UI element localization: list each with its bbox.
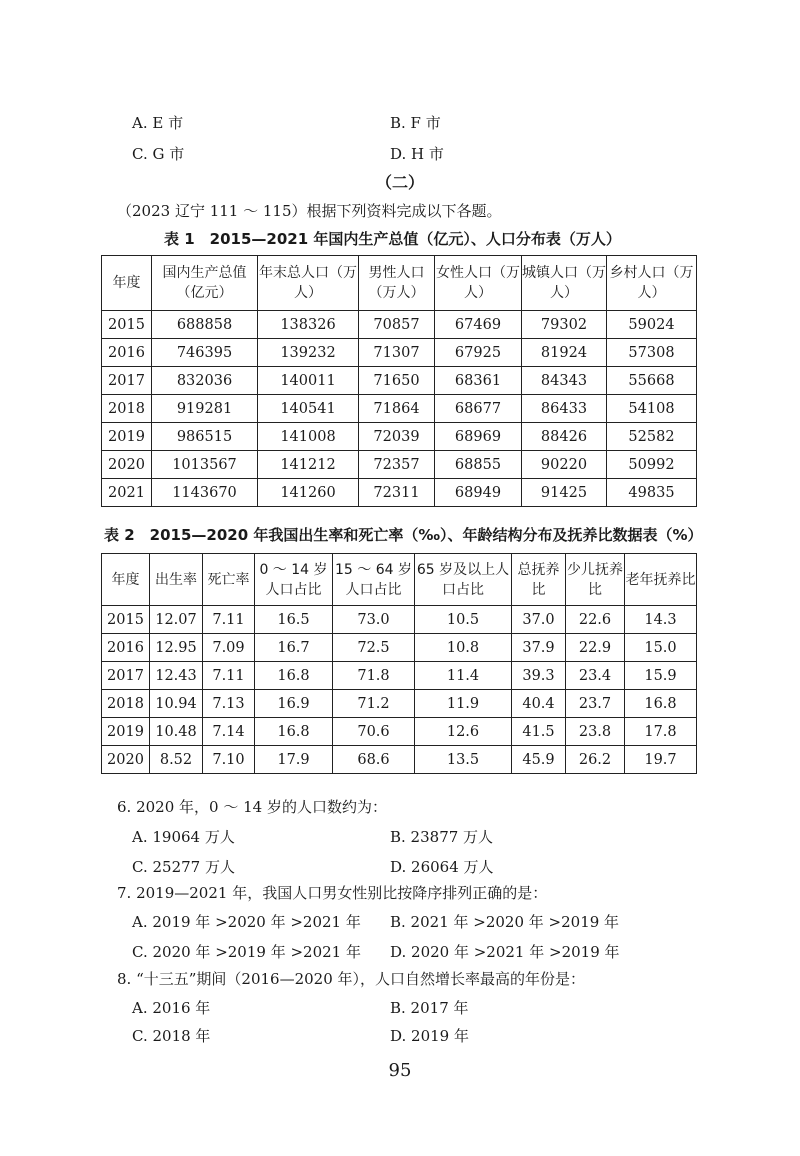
table2-row: [102, 718, 697, 746]
table2-cell: 7.13: [203, 690, 255, 718]
table2-cell: 10.5: [415, 606, 512, 634]
table2-cell: 8.52: [150, 746, 203, 774]
q7-option-b: B. 2021 年 >2020 年 >2019 年: [390, 913, 620, 931]
table2-cell: 73.0: [333, 606, 415, 634]
table1-cell: 1013567: [152, 451, 258, 479]
table1-cell: 52582: [607, 423, 697, 451]
table1-row: [102, 339, 697, 367]
table1-row: [102, 367, 697, 395]
intro-text: （2023 辽宁 111 ～ 115）根据下列资料完成以下各题。: [117, 202, 502, 220]
table1-cell: 2016: [102, 339, 152, 367]
table1-cell: 72357: [359, 451, 435, 479]
table2-cell: 7.11: [203, 662, 255, 690]
table2-cell: 2017: [102, 662, 150, 690]
page-number: 95: [388, 1060, 412, 1081]
table1-cell: 68969: [435, 423, 522, 451]
table2-cell: 7.11: [203, 606, 255, 634]
table1-cell: 746395: [152, 339, 258, 367]
table2-cell: 16.5: [255, 606, 333, 634]
table1-caption: 表 1 2015—2021 年国内生产总值（亿元）、人口分布表（万人）: [164, 230, 621, 248]
table1-cell: 67925: [435, 339, 522, 367]
table1-row: [102, 451, 697, 479]
table2-cell: 2016: [102, 634, 150, 662]
prev-option-c: C. G 市: [132, 145, 185, 163]
table2-cell: 72.5: [333, 634, 415, 662]
table2-header: 老年抚养比: [625, 554, 697, 606]
table2-cell: 12.43: [150, 662, 203, 690]
table1-cell: 2021: [102, 479, 152, 507]
table2-header: 0 ～ 14 岁人口占比: [255, 554, 333, 606]
table1-cell: 832036: [152, 367, 258, 395]
table2-cell: 41.5: [512, 718, 566, 746]
table1-header: 年度: [102, 256, 152, 311]
table1-header: 男性人口（万人）: [359, 256, 435, 311]
table1-cell: 55668: [607, 367, 697, 395]
table1-cell: 86433: [522, 395, 607, 423]
q6-option-d: D. 26064 万人: [390, 858, 494, 876]
table2-cell: 16.9: [255, 690, 333, 718]
table2-cell: 26.2: [566, 746, 625, 774]
table2-cell: 13.5: [415, 746, 512, 774]
table1-cell: 141212: [258, 451, 359, 479]
table2-cell: 40.4: [512, 690, 566, 718]
table1-cell: 71864: [359, 395, 435, 423]
table1-cell: 91425: [522, 479, 607, 507]
table2-cell: 2015: [102, 606, 150, 634]
table1-cell: 71307: [359, 339, 435, 367]
table2-cell: 16.7: [255, 634, 333, 662]
table1-cell: 90220: [522, 451, 607, 479]
table1-cell: 140011: [258, 367, 359, 395]
table2-row: [102, 662, 697, 690]
table2-cell: 16.8: [255, 718, 333, 746]
table2-cell: 10.48: [150, 718, 203, 746]
table2-cell: 23.8: [566, 718, 625, 746]
table2-cell: 17.8: [625, 718, 697, 746]
table1-cell: 84343: [522, 367, 607, 395]
table1-row: [102, 423, 697, 451]
table2-row: [102, 634, 697, 662]
table1-header: 城镇人口（万人）: [522, 256, 607, 311]
table1-cell: 71650: [359, 367, 435, 395]
table1-cell: 2017: [102, 367, 152, 395]
table1-row: [102, 311, 697, 339]
table2-cell: 14.3: [625, 606, 697, 634]
q6-stem: 6. 2020 年，0 ～ 14 岁的人口数约为：: [117, 798, 387, 816]
table1-cell: 1143670: [152, 479, 258, 507]
prev-option-d: D. H 市: [390, 145, 444, 163]
q7-stem: 7. 2019—2021 年，我国人口男女性别比按降序排列正确的是：: [117, 884, 548, 902]
table2-row: [102, 606, 697, 634]
table2-cell: 2020: [102, 746, 150, 774]
prev-option-a: A. E 市: [132, 114, 184, 132]
table2-header: 15 ～ 64 岁人口占比: [333, 554, 415, 606]
q6-option-b: B. 23877 万人: [390, 828, 494, 846]
table2-cell: 71.8: [333, 662, 415, 690]
table2-cell: 45.9: [512, 746, 566, 774]
table1-cell: 88426: [522, 423, 607, 451]
table1-cell: 68677: [435, 395, 522, 423]
table1-header: 国内生产总值（亿元）: [152, 256, 258, 311]
table1-cell: 59024: [607, 311, 697, 339]
table2-cell: 2019: [102, 718, 150, 746]
table1-cell: 50992: [607, 451, 697, 479]
table2-cell: 16.8: [625, 690, 697, 718]
q6-option-a: A. 19064 万人: [132, 828, 235, 846]
table1-cell: 688858: [152, 311, 258, 339]
table2-cell: 11.9: [415, 690, 512, 718]
table2-cell: 68.6: [333, 746, 415, 774]
table1-cell: 2019: [102, 423, 152, 451]
table2-header: 少儿抚养比: [566, 554, 625, 606]
q8-option-a: A. 2016 年: [132, 999, 211, 1017]
prev-option-b: B. F 市: [390, 114, 441, 132]
q7-option-a: A. 2019 年 >2020 年 >2021 年: [132, 913, 361, 931]
table2-cell: 39.3: [512, 662, 566, 690]
table1-cell: 70857: [359, 311, 435, 339]
table2-header: 年度: [102, 554, 150, 606]
table2-cell: 37.0: [512, 606, 566, 634]
table1-cell: 2018: [102, 395, 152, 423]
table1-header: 年末总人口（万人）: [258, 256, 359, 311]
table2-cell: 11.4: [415, 662, 512, 690]
table2-header: 65 岁及以上人口占比: [415, 554, 512, 606]
q6-option-c: C. 25277 万人: [132, 858, 235, 876]
table2-cell: 7.14: [203, 718, 255, 746]
table1-cell: 141260: [258, 479, 359, 507]
table1-cell: 138326: [258, 311, 359, 339]
table1-cell: 72311: [359, 479, 435, 507]
table2-cell: 23.7: [566, 690, 625, 718]
table2-header: 出生率: [150, 554, 203, 606]
table2-cell: 23.4: [566, 662, 625, 690]
table2-cell: 2018: [102, 690, 150, 718]
table2-cell: 15.9: [625, 662, 697, 690]
table2-cell: 7.10: [203, 746, 255, 774]
table2-cell: 71.2: [333, 690, 415, 718]
table2-cell: 12.95: [150, 634, 203, 662]
section-heading: （二）: [375, 173, 424, 192]
q8-stem: 8. “十三五”期间（2016—2020 年），人口自然增长率最高的年份是：: [117, 970, 586, 988]
table1-cell: 67469: [435, 311, 522, 339]
table2-cell: 15.0: [625, 634, 697, 662]
table1-cell: 140541: [258, 395, 359, 423]
table2-cell: 12.6: [415, 718, 512, 746]
table2-row: [102, 746, 697, 774]
table1-cell: 57308: [607, 339, 697, 367]
table2-cell: 22.6: [566, 606, 625, 634]
table1-cell: 68855: [435, 451, 522, 479]
table2-cell: 7.09: [203, 634, 255, 662]
table1-cell: 49835: [607, 479, 697, 507]
table2-cell: 19.7: [625, 746, 697, 774]
table1-row: [102, 479, 697, 507]
q8-option-d: D. 2019 年: [390, 1027, 469, 1045]
table2-row: [102, 690, 697, 718]
table1-cell: 72039: [359, 423, 435, 451]
table1: [101, 255, 697, 507]
table2-caption: 表 2 2015—2020 年我国出生率和死亡率（‰）、年龄结构分布及抚养比数据表（%）: [104, 526, 703, 544]
table2-header: 死亡率: [203, 554, 255, 606]
table1-cell: 986515: [152, 423, 258, 451]
table2-cell: 37.9: [512, 634, 566, 662]
table2: [101, 553, 697, 774]
table2-cell: 10.94: [150, 690, 203, 718]
table1-cell: 2015: [102, 311, 152, 339]
table1-cell: 54108: [607, 395, 697, 423]
table2-cell: 70.6: [333, 718, 415, 746]
table2-cell: 16.8: [255, 662, 333, 690]
table1-cell: 68361: [435, 367, 522, 395]
table1-header: 女性人口（万人）: [435, 256, 522, 311]
table1-cell: 141008: [258, 423, 359, 451]
table2-cell: 22.9: [566, 634, 625, 662]
table2-cell: 17.9: [255, 746, 333, 774]
q7-option-c: C. 2020 年 >2019 年 >2021 年: [132, 943, 361, 961]
table2-cell: 12.07: [150, 606, 203, 634]
q8-option-b: B. 2017 年: [390, 999, 469, 1017]
table1-cell: 2020: [102, 451, 152, 479]
table1-cell: 919281: [152, 395, 258, 423]
table2-header: 总抚养比: [512, 554, 566, 606]
table1-cell: 79302: [522, 311, 607, 339]
table1-cell: 68949: [435, 479, 522, 507]
table1-cell: 81924: [522, 339, 607, 367]
table2-cell: 10.8: [415, 634, 512, 662]
q7-option-d: D. 2020 年 >2021 年 >2019 年: [390, 943, 620, 961]
table1-cell: 139232: [258, 339, 359, 367]
table1-row: [102, 395, 697, 423]
table1-header: 乡村人口（万人）: [607, 256, 697, 311]
q8-option-c: C. 2018 年: [132, 1027, 211, 1045]
